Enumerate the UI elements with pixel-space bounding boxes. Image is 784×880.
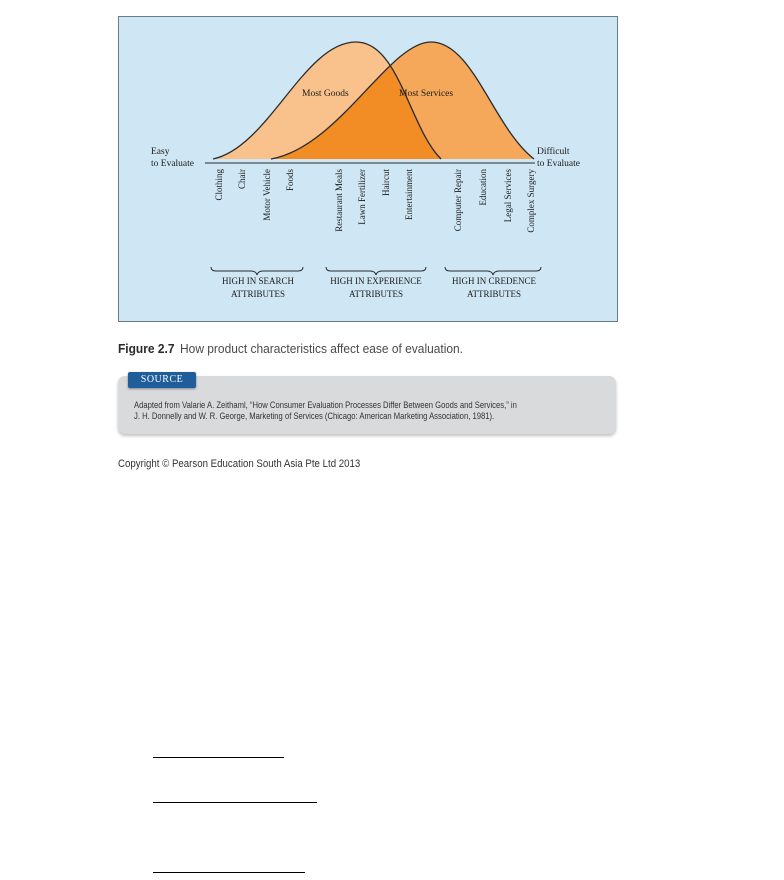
blank-answer-line [153,757,284,758]
source-line: Adapted from Valarie A. Zeithaml, “How Consumer Evaluation Processes Differ Between Goods and Services,” in [134,400,517,410]
item-label: Entertainment [404,169,414,220]
item-label: Motor Vehicle [262,169,272,221]
evaluation-diagram [118,16,618,322]
item-label: Complex Surgery [526,169,536,233]
source-tab: SOURCE [128,372,196,388]
experience-brace [326,267,426,275]
copyright-notice: Copyright © Pearson Education South Asia Pte Ltd 2013 [118,458,361,470]
item-label: Education [478,169,488,206]
blank-answer-line [153,872,305,873]
to-evaluate-right-label: to Evaluate [537,159,580,169]
figure-caption [118,341,463,356]
easy-label: Easy [151,147,170,157]
source-line: J. H. Donnelly and W. R. George, Marketing of Services (Chicago: American Marketing Association, 1981). [134,411,495,421]
group-label: ATTRIBUTES [349,289,403,299]
group-label: HIGH IN CREDENCE [452,276,536,286]
search-brace [211,267,303,275]
group-label: ATTRIBUTES [467,289,521,299]
group-label: HIGH IN SEARCH [222,276,294,286]
blank-answer-line [153,802,317,803]
item-label: Clothing [214,169,224,201]
item-label: Computer Repair [453,169,463,232]
item-label: Restaurant Meals [334,169,344,232]
figure-caption-text: How product characteristics affect ease of evaluation. [180,341,464,356]
item-label: Legal Services [503,169,513,223]
source-text [134,400,610,422]
to-evaluate-left-label: to Evaluate [151,159,194,169]
source-box [118,376,616,434]
group-label: HIGH IN EXPERIENCE [330,276,422,286]
figure-number: Figure 2.7 [118,341,175,356]
difficult-label: Difficult [537,147,570,157]
group-label: ATTRIBUTES [231,289,285,299]
most-services-label: Most Services [399,89,454,99]
item-label: Lawn Fertilizer [357,169,367,225]
item-label: Foods [285,169,295,192]
item-label: Chair [237,169,247,189]
evaluation-diagram-svg [119,17,619,323]
most-goods-label: Most Goods [302,89,349,99]
credence-brace [445,267,541,275]
item-label: Haircut [381,169,391,196]
